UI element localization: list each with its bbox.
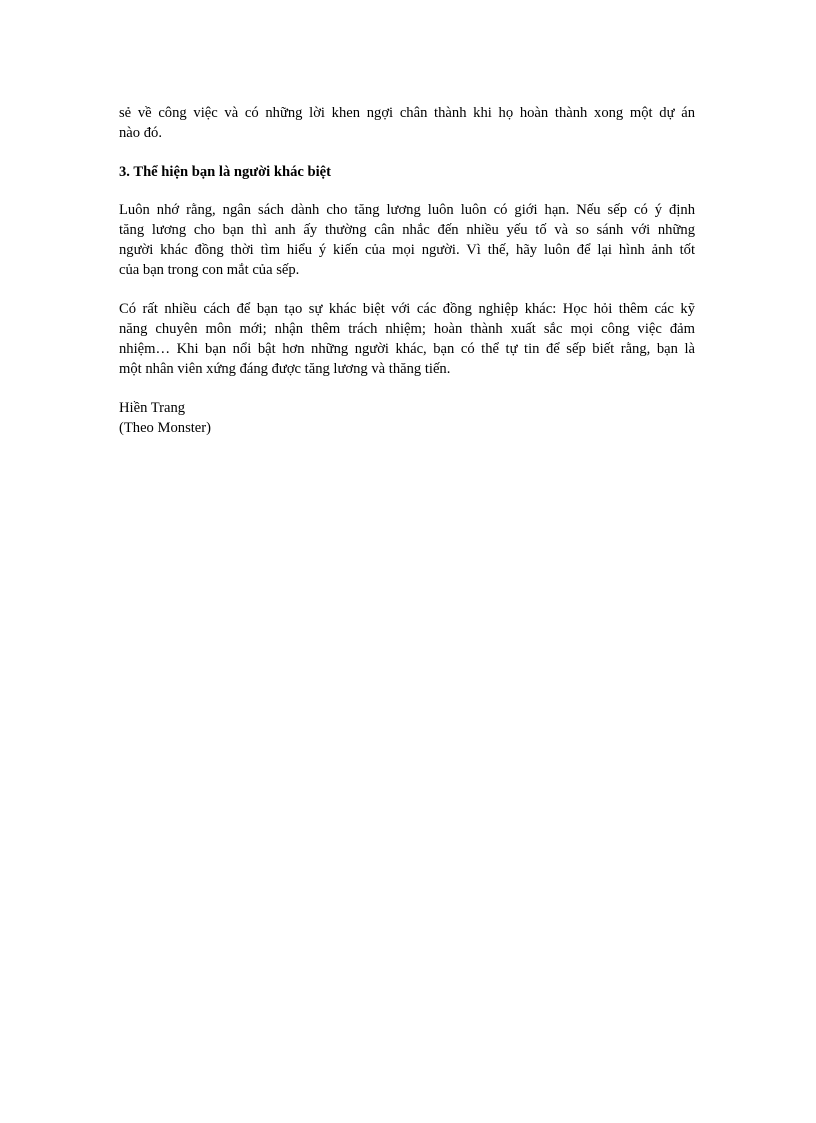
text-line: Luôn nhớ rằng, ngân sách dành cho tăng lương luôn luôn có giới hạn. Nếu sếp có ý định <box>119 202 695 218</box>
text-line: của bạn trong con mắt của sếp. <box>119 262 300 278</box>
paragraph-spacer <box>119 379 695 398</box>
source-credit: (Theo Monster) <box>119 420 211 436</box>
paragraph-budget <box>119 200 695 280</box>
paragraph-spacer <box>119 143 695 162</box>
section-heading: 3. Thể hiện bạn là người khác biệt <box>119 164 332 180</box>
intro-paragraph <box>119 103 695 143</box>
text-line: tăng lương cho bạn thì anh ấy thường cân nhắc đến nhiều yếu tố và so sánh với những <box>119 222 695 238</box>
text-line: nhiệm… Khi bạn nổi bật hơn những người khác, bạn có thể tự tin để sếp biết rằng, bạn là <box>119 341 695 357</box>
text-line: Có rất nhiều cách để bạn tạo sự khác biệt với các đồng nghiệp khác: Học hỏi thêm các kỹ <box>119 301 695 317</box>
signature-block <box>119 398 695 438</box>
text-line: nào đó. <box>119 125 162 141</box>
paragraph-difference <box>119 299 695 379</box>
author-name: Hiền Trang <box>119 400 186 416</box>
text-line: năng chuyên môn mới; nhận thêm trách nhiệm; hoàn thành xuất sắc mọi công việc đảm <box>119 321 695 337</box>
text-line: sẻ về công việc và có những lời khen ngợi chân thành khi họ hoàn thành xong một dự án <box>119 105 695 121</box>
document-page <box>119 103 695 438</box>
paragraph-spacer <box>119 182 695 200</box>
text-line: một nhân viên xứng đáng được tăng lương và thăng tiến. <box>119 361 451 377</box>
paragraph-spacer <box>119 280 695 299</box>
text-line: người khác đồng thời tìm hiểu ý kiến của mọi người. Vì thế, hãy luôn để lại hình ảnh tốt <box>119 242 695 258</box>
